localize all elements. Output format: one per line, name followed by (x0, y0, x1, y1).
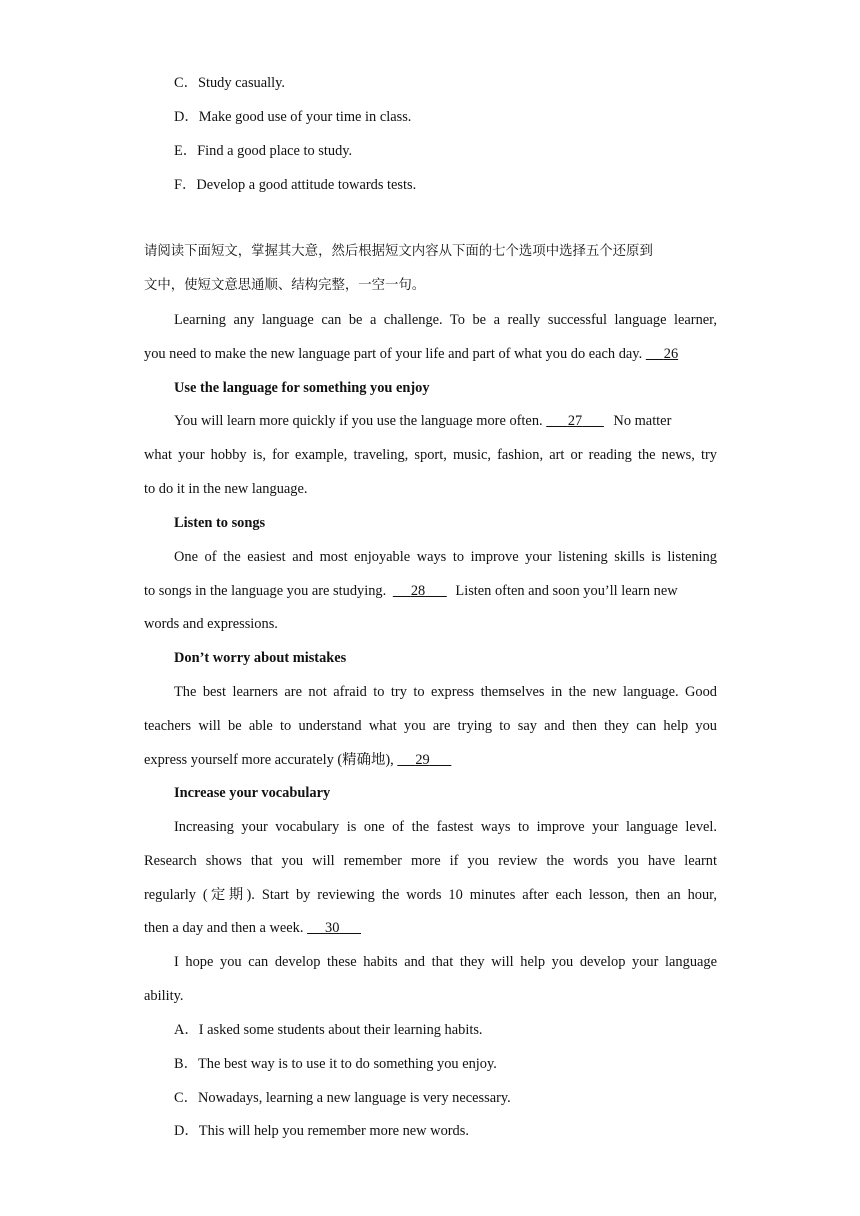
answer-blank-28: 28 (410, 583, 426, 599)
para4-line-2: Research shows that you will remember more if you review the words you have learnt (144, 853, 717, 869)
answer-blank-29: 29 (415, 752, 430, 768)
para2-line-3: words and expressions. (144, 616, 278, 632)
intro-line-2-text: you need to make the new language part of your life and part of what you do each day. (144, 346, 643, 362)
para1-line-2: what your hobby is, for example, traveling, sport, music, fashion, art or reading the news, try (144, 447, 717, 463)
para3-line-2: teachers will be able to understand what you are trying to say and then they can help you (144, 718, 717, 734)
para4-line-3: regularly (定期). Start by reviewing the words 10 minutes after each lesson, then an hour, (144, 887, 717, 903)
option-d-prev: D．Make good use of your time in class. (174, 109, 412, 125)
option-d: D．This will help you remember more new words. (174, 1123, 469, 1139)
option-c: C．Nowadays, learning a new language is very necessary. (174, 1090, 511, 1106)
section-heading-2: Listen to songs (174, 515, 266, 531)
para1-line-1: You will learn more quickly if you use the language more often. 27 No matter (174, 413, 672, 429)
option-c-prev: C．Study casually. (174, 75, 285, 91)
intro-line-1: Learning any language can be a challenge. To be a really successful language learner, (174, 312, 717, 328)
option-a: A．I asked some students about their learning habits. (174, 1022, 483, 1038)
section-heading-3: Don’t worry about mistakes (174, 650, 347, 666)
option-f-prev: F．Develop a good attitude towards tests. (174, 177, 417, 193)
closing-line-1: I hope you can develop these habits and that they will help you develop your language (174, 954, 717, 970)
para3-line-3: express yourself more accurately (精确地), 29 (144, 749, 717, 771)
answer-blank-30: 30 (325, 920, 340, 936)
para4-line-1: Increasing your vocabulary is one of the fastest ways to improve your language level. (174, 819, 717, 835)
para1-line-3: to do it in the new language. (144, 481, 308, 497)
answer-blank-27: 27 (567, 413, 583, 429)
instructions-line-2: 文中，使短文意思通顺、结构完整，一空一句。 (144, 278, 426, 293)
intro-line-2 (144, 343, 717, 365)
answer-blank-26: 26 (663, 346, 679, 362)
para3-line-1: The best learners are not afraid to try to express themselves in the new language. Good (174, 684, 717, 700)
closing-line-2: ability. (144, 988, 184, 1004)
section-heading-4: Increase your vocabulary (174, 785, 331, 801)
instructions-line-1: 请阅读下面短文，掌握其大意，然后根据短文内容从下面的七个选项中选择五个还原到 (144, 244, 653, 259)
para2-line-2: to songs in the language you are studying. 28 Listen often and soon you’ll learn new (144, 583, 678, 599)
para4-line-4: then a day and then a week. 30 (144, 917, 717, 939)
option-e-prev: E．Find a good place to study. (174, 143, 353, 159)
section-heading-1: Use the language for something you enjoy (174, 380, 430, 396)
option-b: B．The best way is to use it to do something you enjoy. (174, 1056, 497, 1072)
para2-line-1: One of the easiest and most enjoyable ways to improve your listening skills is listening (174, 549, 717, 565)
